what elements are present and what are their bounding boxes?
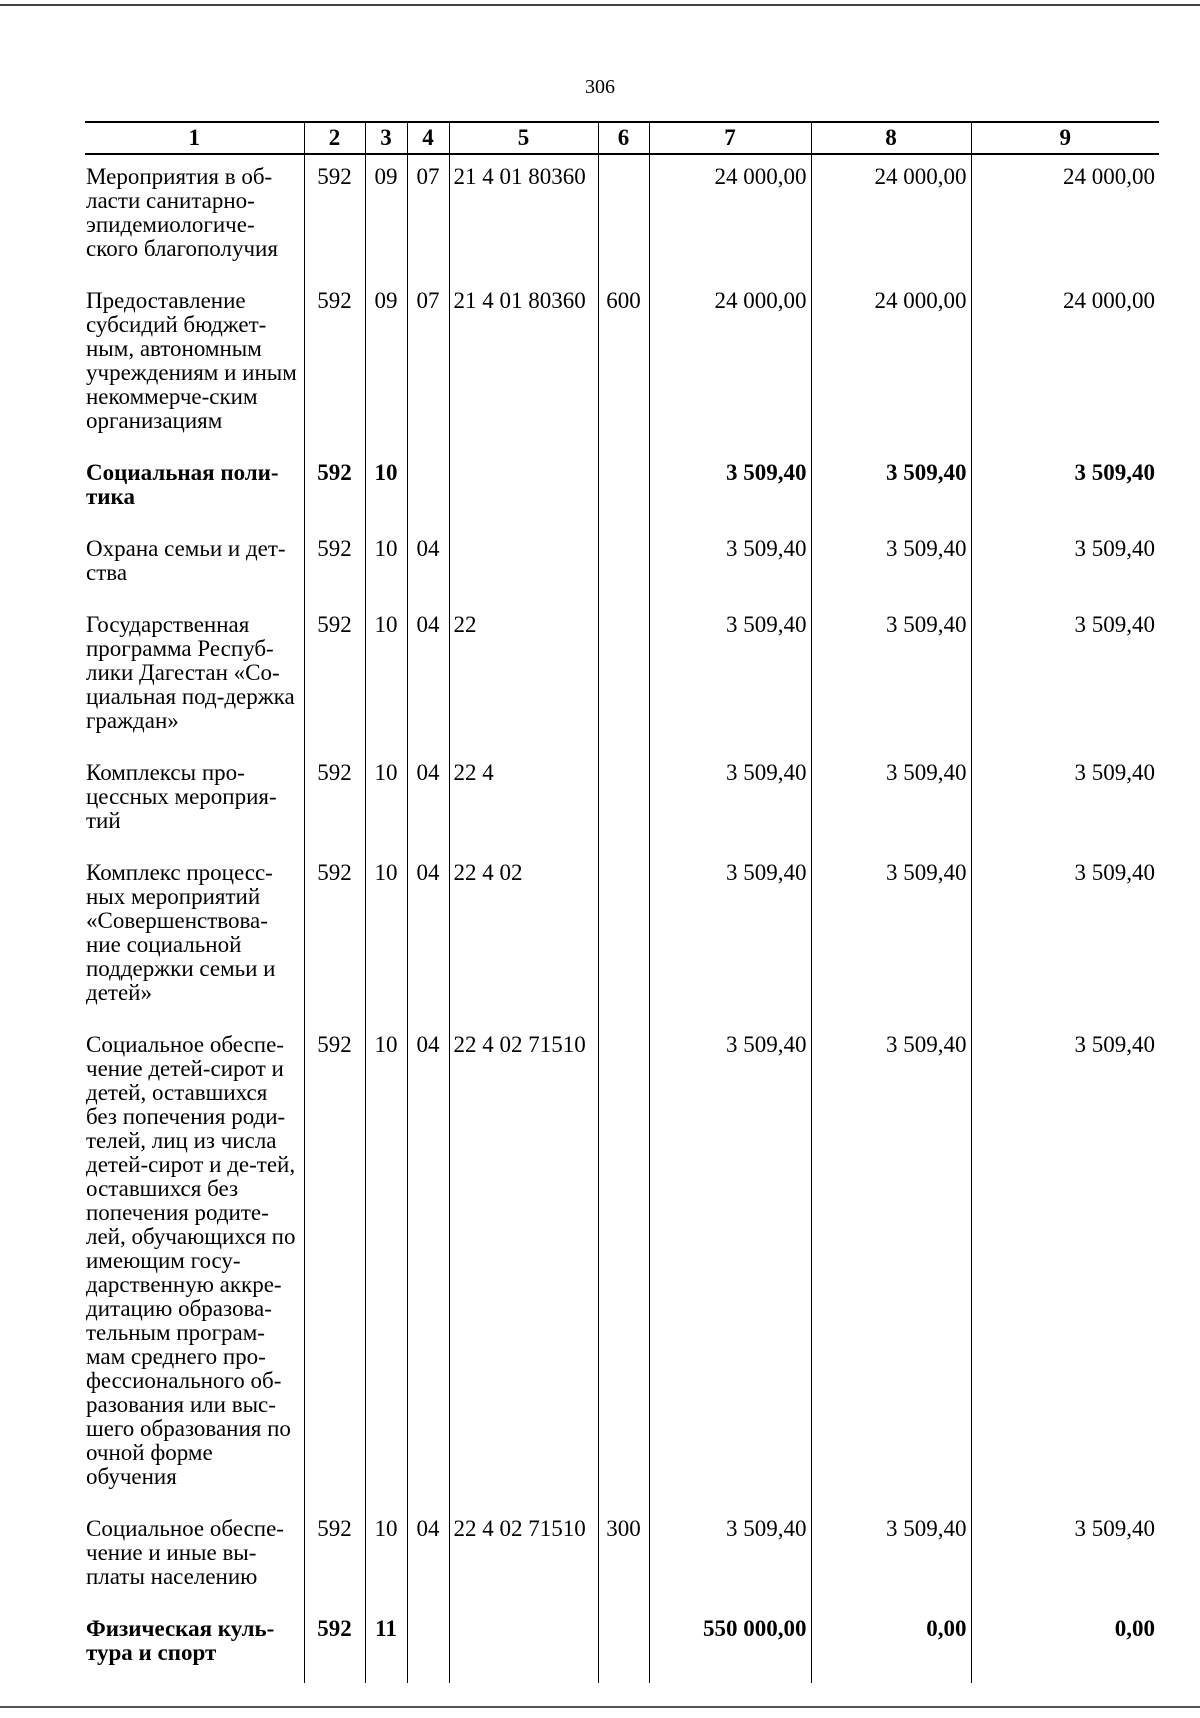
section-code-cell: 10 (365, 527, 407, 603)
amount-cell-8: 24 000,00 (811, 154, 971, 279)
expense-type-cell (598, 451, 649, 527)
amount-cell-8: 24 000,00 (811, 279, 971, 451)
column-header: 6 (598, 122, 649, 154)
section-code-cell: 11 (365, 1607, 407, 1683)
amount-cell-9: 24 000,00 (971, 279, 1159, 451)
table-row (85, 1023, 1159, 1507)
table-row (85, 751, 1159, 851)
amount-cell-8: 3 509,40 (811, 603, 971, 751)
target-article-cell: 22 4 02 71510 (449, 1023, 598, 1507)
expense-type-cell (598, 1607, 649, 1683)
table-row (85, 851, 1159, 1023)
expense-type-cell (598, 527, 649, 603)
table-row (85, 154, 1159, 279)
section-code-cell: 10 (365, 603, 407, 751)
scan-edge-top (0, 4, 1200, 6)
row-name-cell: Мероприятия в об-ласти санитарно-эпидемиологиче-ского благополучия (86, 164, 278, 261)
table-row (85, 1507, 1159, 1607)
amount-cell-9: 3 509,40 (971, 851, 1159, 1023)
target-article-cell: 21 4 01 80360 (449, 279, 598, 451)
subsection-code-cell: 04 (407, 1507, 449, 1607)
target-article-cell: 22 (449, 603, 598, 751)
expense-type-cell (598, 1023, 649, 1507)
row-name-cell: Комплекс процесс-ных мероприятий «Совершенствова-ние социальной поддержки семьи и детей» (86, 860, 276, 1005)
amount-cell-7: 550 000,00 (649, 1607, 811, 1683)
subsection-code-cell (407, 1607, 449, 1683)
table-row (85, 1607, 1159, 1683)
ved-code-cell: 592 (304, 451, 365, 527)
section-code-cell: 10 (365, 751, 407, 851)
amount-cell-7: 3 509,40 (649, 851, 811, 1023)
amount-cell-8: 0,00 (811, 1607, 971, 1683)
amount-cell-8: 3 509,40 (811, 851, 971, 1023)
column-header: 4 (407, 122, 449, 154)
row-name-cell: Социальная поли-тика (86, 460, 279, 509)
section-code-cell: 10 (365, 451, 407, 527)
section-code-cell: 09 (365, 154, 407, 279)
amount-cell-9: 3 509,40 (971, 1023, 1159, 1507)
column-header: 7 (649, 122, 811, 154)
subsection-code-cell: 04 (407, 603, 449, 751)
expense-type-cell (598, 154, 649, 279)
ved-code-cell: 592 (304, 154, 365, 279)
ved-code-cell: 592 (304, 603, 365, 751)
ved-code-cell: 592 (304, 1607, 365, 1683)
expense-type-cell (598, 603, 649, 751)
row-name-cell: Государственная программа Респуб-лики Дагестан «Со-циальная под-держка граждан» (86, 612, 295, 733)
column-header: 8 (811, 122, 971, 154)
subsection-code-cell: 04 (407, 751, 449, 851)
expense-type-cell (598, 851, 649, 1023)
amount-cell-8: 3 509,40 (811, 451, 971, 527)
ved-code-cell: 592 (304, 1507, 365, 1607)
amount-cell-7: 3 509,40 (649, 527, 811, 603)
row-name-cell: Социальное обеспе-чение детей-сирот и детей, оставшихся без попечения роди-телей, лиц из числа детей-сирот и де-тей, оставшихся без попечения родите-лей, обучающихся по имеющим госу-дарственную аккре-дитацию образова-тельным програм-мам среднего про-фессионального об-разования или выс-шего образования по очной форме обучения (86, 1032, 296, 1489)
section-code-cell: 10 (365, 851, 407, 1023)
subsection-code-cell: 07 (407, 279, 449, 451)
amount-cell-7: 24 000,00 (649, 154, 811, 279)
amount-cell-9: 3 509,40 (971, 451, 1159, 527)
subsection-code-cell (407, 451, 449, 527)
expense-type-cell: 600 (598, 279, 649, 451)
column-header: 2 (304, 122, 365, 154)
section-code-cell: 09 (365, 279, 407, 451)
section-code-cell: 10 (365, 1507, 407, 1607)
amount-cell-7: 24 000,00 (649, 279, 811, 451)
amount-cell-9: 24 000,00 (971, 154, 1159, 279)
header-row (85, 122, 1159, 154)
row-name-cell: Комплексы про-цессных мероприя-тий (86, 760, 277, 833)
table-row (85, 279, 1159, 451)
target-article-cell: 22 4 02 71510 (449, 1507, 598, 1607)
table-row (85, 603, 1159, 751)
column-header: 5 (449, 122, 598, 154)
amount-cell-7: 3 509,40 (649, 751, 811, 851)
page-number: 306 (585, 76, 615, 98)
target-article-cell: 22 4 (449, 751, 598, 851)
ved-code-cell: 592 (304, 1023, 365, 1507)
column-header: 1 (85, 122, 304, 154)
subsection-code-cell: 04 (407, 527, 449, 603)
expense-type-cell: 300 (598, 1507, 649, 1607)
section-code-cell: 10 (365, 1023, 407, 1507)
amount-cell-7: 3 509,40 (649, 603, 811, 751)
ved-code-cell: 592 (304, 751, 365, 851)
amount-cell-8: 3 509,40 (811, 1507, 971, 1607)
budget-table (85, 121, 1159, 1683)
target-article-cell (449, 451, 598, 527)
row-name-cell: Охрана семьи и дет-ства (86, 536, 286, 585)
column-header: 3 (365, 122, 407, 154)
row-name-cell: Социальное обеспе-чение и иные вы-платы населению (86, 1516, 284, 1589)
table-row (85, 527, 1159, 603)
amount-cell-7: 3 509,40 (649, 1507, 811, 1607)
target-article-cell (449, 527, 598, 603)
amount-cell-9: 3 509,40 (971, 603, 1159, 751)
amount-cell-8: 3 509,40 (811, 751, 971, 851)
target-article-cell: 22 4 02 (449, 851, 598, 1023)
column-header: 9 (971, 122, 1159, 154)
scan-edge-bottom (0, 1706, 1200, 1708)
subsection-code-cell: 04 (407, 1023, 449, 1507)
ved-code-cell: 592 (304, 527, 365, 603)
amount-cell-9: 3 509,40 (971, 751, 1159, 851)
ved-code-cell: 592 (304, 279, 365, 451)
subsection-code-cell: 07 (407, 154, 449, 279)
ved-code-cell: 592 (304, 851, 365, 1023)
subsection-code-cell: 04 (407, 851, 449, 1023)
expense-type-cell (598, 751, 649, 851)
target-article-cell: 21 4 01 80360 (449, 154, 598, 279)
row-name-cell: Предоставление субсидий бюджет-ным, автономным учреждениям и иным некоммерче-ским организациям (86, 288, 297, 433)
table-row (85, 451, 1159, 527)
amount-cell-8: 3 509,40 (811, 527, 971, 603)
amount-cell-7: 3 509,40 (649, 1023, 811, 1507)
amount-cell-8: 3 509,40 (811, 1023, 971, 1507)
amount-cell-9: 3 509,40 (971, 527, 1159, 603)
row-name-cell: Физическая куль-тура и спорт (86, 1616, 275, 1665)
amount-cell-9: 0,00 (971, 1607, 1159, 1683)
amount-cell-9: 3 509,40 (971, 1507, 1159, 1607)
amount-cell-7: 3 509,40 (649, 451, 811, 527)
target-article-cell (449, 1607, 598, 1683)
